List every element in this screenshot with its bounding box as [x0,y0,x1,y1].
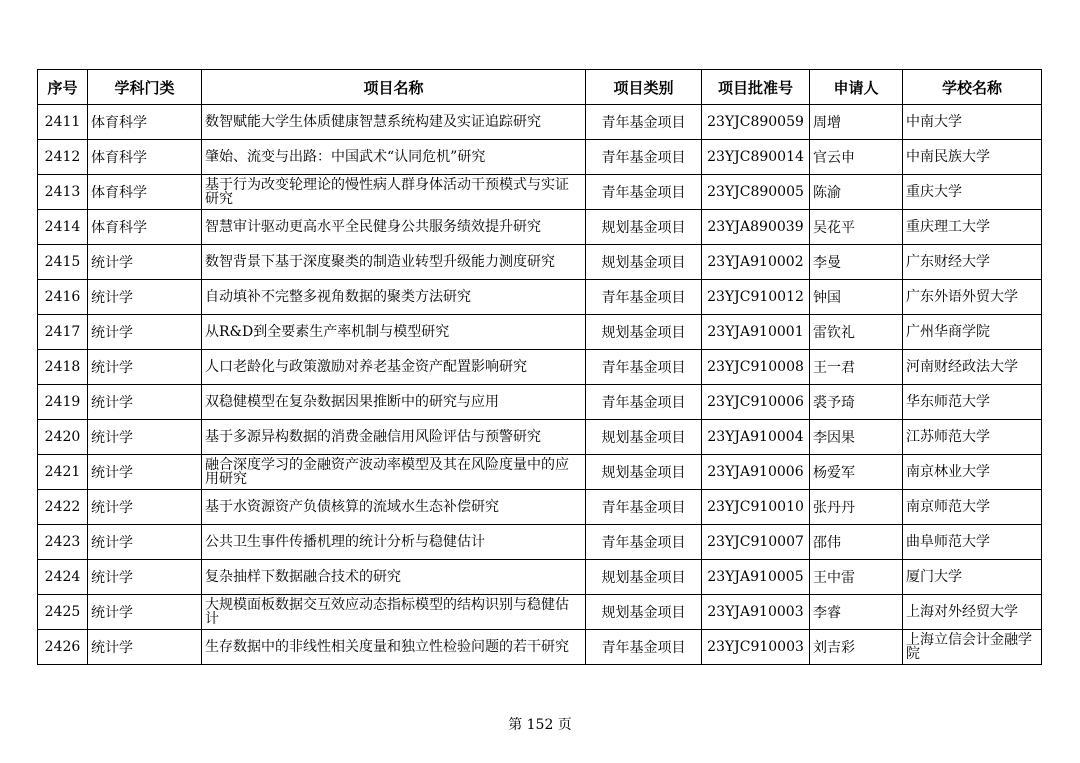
cell-approval-number: 23YJC910003 [702,630,810,665]
cell-seq: 2418 [38,350,88,385]
cell-applicant: 裘予琦 [810,385,903,420]
cell-seq: 2413 [38,175,88,210]
cell-school: 重庆大学 [903,175,1042,210]
cell-applicant: 吴花平 [810,210,903,245]
cell-project-name: 双稳健模型在复杂数据因果推断中的研究与应用 [202,385,586,420]
cell-project-name: 从R&D到全要素生产率机制与模型研究 [202,315,586,350]
table-row [38,280,1042,315]
cell-project-category: 青年基金项目 [586,105,702,140]
header-project-category: 项目类别 [586,70,702,105]
cell-subject: 统计学 [88,420,202,455]
cell-approval-number: 23YJA910002 [702,245,810,280]
cell-seq: 2416 [38,280,88,315]
table-row [38,350,1042,385]
cell-subject: 体育科学 [88,140,202,175]
cell-approval-number: 23YJC910006 [702,385,810,420]
cell-subject: 统计学 [88,560,202,595]
table-row [38,420,1042,455]
cell-school: 上海对外经贸大学 [903,595,1042,630]
cell-applicant: 官云申 [810,140,903,175]
table-row [38,595,1042,630]
cell-project-category: 规划基金项目 [586,455,702,490]
cell-project-category: 规划基金项目 [586,595,702,630]
cell-seq: 2417 [38,315,88,350]
cell-project-name: 基于多源异构数据的消费金融信用风险评估与预警研究 [202,420,586,455]
cell-seq: 2420 [38,420,88,455]
cell-school: 广州华商学院 [903,315,1042,350]
cell-seq: 2425 [38,595,88,630]
cell-school: 上海立信会计金融学院 [903,630,1042,665]
cell-applicant: 王中雷 [810,560,903,595]
header-subject: 学科门类 [88,70,202,105]
cell-project-category: 规划基金项目 [586,245,702,280]
cell-approval-number: 23YJA910001 [702,315,810,350]
cell-subject: 体育科学 [88,210,202,245]
cell-applicant: 钟国 [810,280,903,315]
cell-seq: 2421 [38,455,88,490]
cell-project-name: 数智背景下基于深度聚类的制造业转型升级能力测度研究 [202,245,586,280]
table-header-row [38,70,1042,105]
cell-approval-number: 23YJC890014 [702,140,810,175]
cell-applicant: 陈渝 [810,175,903,210]
header-seq: 序号 [38,70,88,105]
cell-approval-number: 23YJC910012 [702,280,810,315]
cell-project-name: 基于水资源资产负债核算的流域水生态补偿研究 [202,490,586,525]
cell-applicant: 李睿 [810,595,903,630]
table-row [38,140,1042,175]
cell-approval-number: 23YJA910005 [702,560,810,595]
cell-school: 曲阜师范大学 [903,525,1042,560]
cell-applicant: 邵伟 [810,525,903,560]
cell-school: 厦门大学 [903,560,1042,595]
cell-subject: 统计学 [88,385,202,420]
cell-school: 广东财经大学 [903,245,1042,280]
cell-subject: 统计学 [88,455,202,490]
header-approval-number: 项目批准号 [702,70,810,105]
cell-subject: 统计学 [88,245,202,280]
cell-subject: 统计学 [88,595,202,630]
cell-approval-number: 23YJC910010 [702,490,810,525]
cell-approval-number: 23YJA910006 [702,455,810,490]
cell-subject: 统计学 [88,350,202,385]
cell-approval-number: 23YJC910008 [702,350,810,385]
cell-approval-number: 23YJC890059 [702,105,810,140]
table-row [38,490,1042,525]
cell-seq: 2419 [38,385,88,420]
cell-subject: 统计学 [88,490,202,525]
cell-project-category: 青年基金项目 [586,525,702,560]
cell-project-category: 青年基金项目 [586,490,702,525]
cell-seq: 2424 [38,560,88,595]
table-row [38,105,1042,140]
cell-school: 华东师范大学 [903,385,1042,420]
cell-school: 重庆理工大学 [903,210,1042,245]
cell-project-category: 青年基金项目 [586,280,702,315]
cell-school: 中南民族大学 [903,140,1042,175]
cell-subject: 体育科学 [88,105,202,140]
cell-seq: 2411 [38,105,88,140]
cell-project-category: 规划基金项目 [586,420,702,455]
table-row [38,385,1042,420]
cell-project-name: 智慧审计驱动更高水平全民健身公共服务绩效提升研究 [202,210,586,245]
cell-project-category: 青年基金项目 [586,630,702,665]
table-row [38,245,1042,280]
cell-applicant: 杨爱军 [810,455,903,490]
cell-project-name: 融合深度学习的金融资产波动率模型及其在风险度量中的应用研究 [202,455,586,490]
cell-project-category: 规划基金项目 [586,560,702,595]
table-row [38,455,1042,490]
cell-subject: 体育科学 [88,175,202,210]
cell-project-name: 数智赋能大学生体质健康智慧系统构建及实证追踪研究 [202,105,586,140]
cell-project-category: 青年基金项目 [586,175,702,210]
cell-school: 河南财经政法大学 [903,350,1042,385]
cell-project-name: 肇始、流变与出路：中国武术“认同危机”研究 [202,140,586,175]
cell-applicant: 王一君 [810,350,903,385]
cell-approval-number: 23YJA910003 [702,595,810,630]
header-school: 学校名称 [903,70,1042,105]
cell-seq: 2423 [38,525,88,560]
cell-seq: 2412 [38,140,88,175]
cell-approval-number: 23YJA910004 [702,420,810,455]
page-number: 第 152 页 [508,717,572,733]
cell-approval-number: 23YJC890005 [702,175,810,210]
cell-seq: 2422 [38,490,88,525]
cell-seq: 2426 [38,630,88,665]
cell-subject: 统计学 [88,315,202,350]
table-row [38,175,1042,210]
cell-project-category: 规划基金项目 [586,210,702,245]
project-table [37,69,1042,665]
cell-school: 江苏师范大学 [903,420,1042,455]
cell-seq: 2414 [38,210,88,245]
cell-approval-number: 23YJC910007 [702,525,810,560]
cell-applicant: 李曼 [810,245,903,280]
cell-applicant: 雷钦礼 [810,315,903,350]
cell-applicant: 张丹丹 [810,490,903,525]
cell-project-name: 公共卫生事件传播机理的统计分析与稳健估计 [202,525,586,560]
cell-project-name: 自动填补不完整多视角数据的聚类方法研究 [202,280,586,315]
cell-project-name: 大规模面板数据交互效应动态指标模型的结构识别与稳健估计 [202,595,586,630]
cell-project-name: 基于行为改变轮理论的慢性病人群身体活动干预模式与实证研究 [202,175,586,210]
cell-project-name: 人口老龄化与政策激励对养老基金资产配置影响研究 [202,350,586,385]
cell-project-category: 青年基金项目 [586,350,702,385]
cell-project-name: 复杂抽样下数据融合技术的研究 [202,560,586,595]
cell-applicant: 刘吉彩 [810,630,903,665]
cell-school: 南京师范大学 [903,490,1042,525]
table-row [38,315,1042,350]
cell-project-name: 生存数据中的非线性相关度量和独立性检验问题的若干研究 [202,630,586,665]
cell-school: 广东外语外贸大学 [903,280,1042,315]
header-applicant: 申请人 [810,70,903,105]
cell-project-category: 青年基金项目 [586,140,702,175]
cell-project-category: 规划基金项目 [586,315,702,350]
cell-school: 中南大学 [903,105,1042,140]
cell-seq: 2415 [38,245,88,280]
cell-project-category: 青年基金项目 [586,385,702,420]
cell-subject: 统计学 [88,280,202,315]
cell-applicant: 李因果 [810,420,903,455]
table-row [38,210,1042,245]
table-row [38,560,1042,595]
header-project-name: 项目名称 [202,70,586,105]
cell-applicant: 周增 [810,105,903,140]
table-row [38,630,1042,665]
cell-subject: 统计学 [88,525,202,560]
cell-approval-number: 23YJA890039 [702,210,810,245]
cell-school: 南京林业大学 [903,455,1042,490]
table-row [38,525,1042,560]
cell-subject: 统计学 [88,630,202,665]
table-body [38,105,1042,665]
